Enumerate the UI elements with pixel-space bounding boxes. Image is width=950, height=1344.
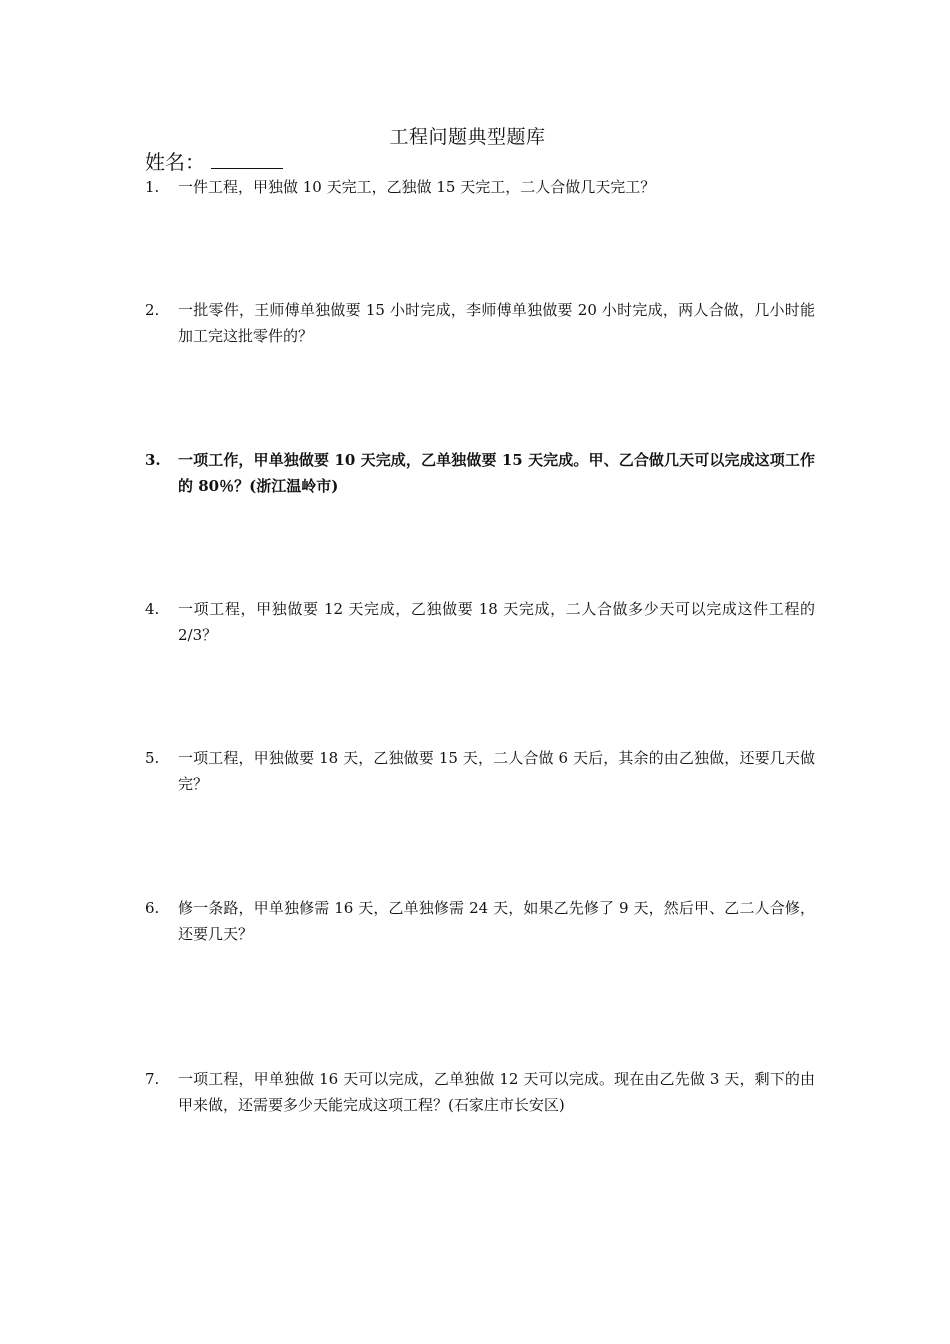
name-label: 姓名： xyxy=(145,150,205,174)
question-number: 3. xyxy=(145,451,161,469)
question-text: 一项工程，甲独做要 12 天完成，乙独做要 18 天完成，二人合做多少天可以完成这件工程的 2/3？ xyxy=(178,600,815,644)
question-4 xyxy=(145,596,815,648)
question-text: 一批零件，王师傅单独做要 15 小时完成，李师傅单独做要 20 小时完成，两人合做，几小时能加工完这批零件的？ xyxy=(178,301,815,345)
question-text: 修一条路，甲单独修需 16 天，乙单独修需 24 天，如果乙先修了 9 天，然后甲、乙二人合修，还要几天？ xyxy=(178,899,815,943)
question-3 xyxy=(145,447,815,499)
question-text: 一项工作，甲单独做要 10 天完成，乙单独做要 15 天完成。甲、乙合做几天可以完成这项工作的 80％？(浙江温岭市) xyxy=(178,451,815,495)
question-6 xyxy=(145,895,815,947)
question-number: 5. xyxy=(145,749,160,767)
question-number: 6. xyxy=(145,899,160,917)
question-number: 7. xyxy=(145,1070,160,1088)
question-number: 2. xyxy=(145,301,160,319)
question-5 xyxy=(145,745,815,797)
question-1 xyxy=(145,174,815,200)
name-blank-line[interactable] xyxy=(211,148,283,169)
question-text: 一项工程，甲单独做 16 天可以完成，乙单独做 12 天可以完成。现在由乙先做 3 天，剩下的由甲来做，还需要多少天能完成这项工程？(石家庄市长安区) xyxy=(178,1070,815,1114)
question-number: 1. xyxy=(145,178,160,196)
question-text: 一件工程，甲独做 10 天完工，乙独做 15 天完工，二人合做几天完工？ xyxy=(178,178,656,196)
page-title: 工程问题典型题库 xyxy=(389,126,546,148)
question-2 xyxy=(145,297,815,349)
question-number: 4. xyxy=(145,600,160,618)
name-field xyxy=(145,148,283,176)
question-7 xyxy=(145,1066,815,1118)
question-text: 一项工程，甲独做要 18 天，乙独做要 15 天，二人合做 6 天后，其余的由乙独做，还要几天做完？ xyxy=(178,749,815,793)
